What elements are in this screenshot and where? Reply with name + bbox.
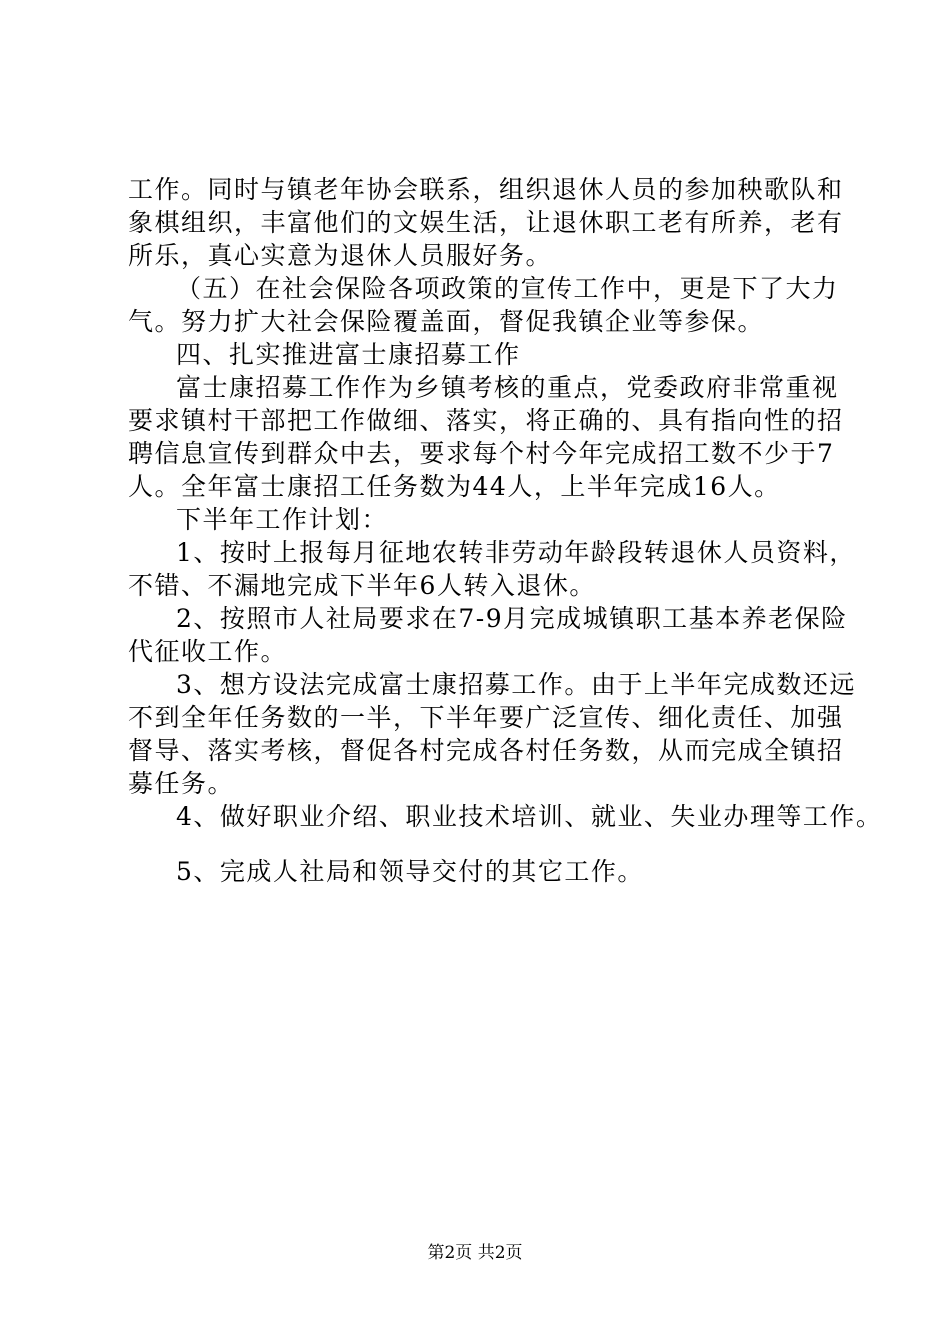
- text-line: （五）在社会保险各项政策的宣传工作中，更是下了大力: [176, 274, 839, 303]
- text-line: 5、完成人社局和领导交付的其它工作。: [176, 857, 644, 886]
- text-line: 要求镇村干部把工作做细、落实，将正确的、具有指向性的招: [128, 406, 844, 435]
- text-line: 3、想方设法完成富士康招募工作。由于上半年完成数还远: [176, 670, 856, 699]
- text-line: 代征收工作。: [128, 637, 288, 666]
- text-line: 所乐，真心实意为退休人员服好务。: [128, 241, 553, 270]
- text-line: 聘信息宣传到群众中去，要求每个村今年完成招工数不少于7: [128, 439, 835, 468]
- page-number-footer: 第2页 共2页: [427, 1243, 523, 1263]
- text-line: 4、做好职业介绍、职业技术培训、就业、失业办理等工作。: [176, 802, 883, 831]
- text-line: 2、按照市人社局要求在7-9月完成城镇职工基本养老保险: [176, 604, 848, 633]
- text-line: 人。全年富士康招工任务数为44人，上半年完成16人。: [128, 472, 781, 501]
- text-line: 工作。同时与镇老年协会联系，组织退休人员的参加秧歌队和: [128, 175, 844, 204]
- section-heading: 下半年工作计划：: [176, 505, 389, 534]
- text-line: 气。努力扩大社会保险覆盖面，督促我镇企业等参保。: [128, 307, 765, 336]
- text-line: 不错、不漏地完成下半年6人转入退休。: [128, 571, 596, 600]
- text-line: 象棋组织，丰富他们的文娱生活，让退休职工老有所养，老有: [128, 208, 844, 237]
- section-heading: 四、扎实推进富士康招募工作: [176, 340, 521, 369]
- text-line: 督导、落实考核，督促各村完成各村任务数，从而完成全镇招: [128, 736, 844, 765]
- text-line: 富士康招募工作作为乡镇考核的重点，党委政府非常重视: [176, 373, 839, 402]
- text-line: 募任务。: [128, 769, 235, 798]
- text-line: 不到全年任务数的一半，下半年要广泛宣传、细化责任、加强: [128, 703, 844, 732]
- text-line: 1、按时上报每月征地农转非劳动年龄段转退休人员资料，: [176, 538, 856, 567]
